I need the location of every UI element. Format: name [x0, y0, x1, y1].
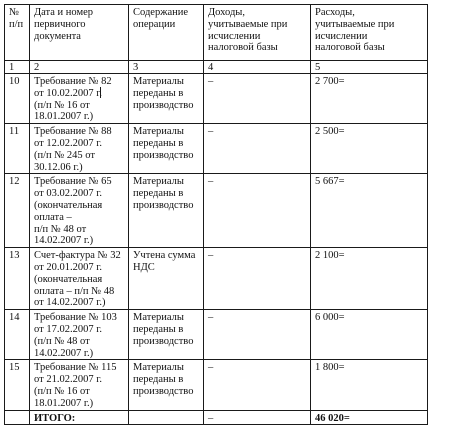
column-number: 2 — [30, 61, 129, 74]
cell-border-artifact — [30, 87, 102, 98]
operation-text: переданы в — [133, 374, 184, 386]
header-text: первичного — [34, 18, 86, 30]
column-number: 1 — [5, 61, 30, 74]
expense-cell: 5 667= — [311, 174, 428, 248]
total-income: – — [204, 410, 311, 424]
row-number: 11 — [5, 124, 30, 174]
header-text: налоговой базы — [315, 42, 385, 54]
document-text: Требование № 103 — [34, 312, 117, 324]
operation-cell — [129, 360, 204, 410]
header-cell-operation — [129, 5, 204, 61]
header-cell-income — [204, 5, 311, 61]
document-cell — [30, 310, 129, 360]
operation-text: переданы в — [133, 323, 184, 335]
header-text: Расходы, — [315, 7, 355, 18]
document-text: от 20.01.2007 г. — [34, 261, 102, 273]
document-text: п/п № 48 от — [34, 223, 87, 235]
document-text: Требование № 115 — [34, 362, 117, 374]
income-cell: – — [204, 174, 311, 248]
document-text: Требование № 65 — [34, 176, 112, 188]
operation-text: переданы в — [133, 87, 184, 99]
ledger-table — [4, 4, 428, 425]
table-row — [5, 310, 428, 360]
operation-text: Материалы — [133, 362, 184, 374]
document-text: (окончательная — [34, 273, 103, 285]
header-cell-number — [5, 5, 30, 61]
expense-cell: 6 000= — [311, 310, 428, 360]
header-text: Содержание — [133, 7, 189, 18]
total-row — [5, 410, 428, 424]
operation-text: производство — [133, 99, 194, 111]
expense-cell: 2 700= — [311, 74, 428, 124]
income-cell: – — [204, 248, 311, 310]
operation-cell — [129, 174, 204, 248]
document-text: Требование № 88 — [34, 126, 112, 138]
document-cell — [30, 248, 129, 310]
operation-text: переданы в — [133, 188, 184, 200]
table-row — [5, 360, 428, 410]
income-cell: – — [204, 124, 311, 174]
column-number: 4 — [204, 61, 311, 74]
document-text: от 03.02.2007 г. — [34, 188, 102, 200]
document-cell — [30, 74, 129, 124]
document-text: оплата – п/п № 48 — [34, 285, 115, 297]
operation-text: производство — [133, 335, 194, 347]
operation-cell — [129, 310, 204, 360]
document-text: от 21.02.2007 г. — [34, 374, 102, 386]
document-cell — [30, 174, 129, 248]
column-number-row — [5, 61, 428, 74]
income-cell: – — [204, 310, 311, 360]
operation-cell — [129, 124, 204, 174]
row-number: 15 — [5, 360, 30, 410]
header-text: № — [9, 7, 20, 18]
document-text: Требование № 82 — [34, 76, 112, 87]
operation-text: производство — [133, 149, 194, 161]
header-text: п/п — [9, 18, 24, 30]
table-row — [5, 124, 428, 174]
income-cell: – — [204, 360, 311, 410]
header-text: учитываемые при — [315, 18, 395, 30]
document-cell — [30, 124, 129, 174]
header-text: Дата и номер — [34, 7, 94, 18]
row-number: 14 — [5, 310, 30, 360]
operation-text: Материалы — [133, 312, 184, 324]
document-text: от 17.02.2007 г. — [34, 323, 102, 335]
document-text: Счет-фактура № 32 — [34, 250, 121, 262]
document-text: 18.01.2007 г.) — [34, 397, 94, 409]
table-row — [5, 174, 428, 248]
operation-text: переданы в — [133, 137, 184, 149]
expense-cell: 2 100= — [311, 248, 428, 310]
header-row — [5, 5, 428, 61]
operation-text: НДС — [133, 261, 155, 273]
column-number: 5 — [311, 61, 428, 74]
document-text: 30.12.06 г.) — [34, 161, 83, 173]
operation-text: Учтена сумма — [133, 250, 196, 262]
expense-cell: 1 800= — [311, 360, 428, 410]
table-row — [5, 74, 428, 124]
operation-text: Материалы — [133, 76, 184, 87]
header-text: операции — [133, 18, 176, 30]
document-text: от 14.02.2007 г.) — [34, 297, 106, 309]
operation-text: Материалы — [133, 126, 184, 138]
document-text: оплата – — [34, 211, 72, 223]
expense-cell: 2 500= — [311, 124, 428, 174]
row-number: 10 — [5, 74, 30, 124]
header-text: учитываемые при — [208, 18, 288, 30]
document-text: (п/п № 16 от — [34, 385, 90, 397]
header-text: документа — [34, 30, 81, 42]
document-text: (п/п № 245 от — [34, 149, 95, 161]
total-label: ИТОГО: — [30, 410, 129, 424]
header-text: исчислении — [315, 30, 368, 42]
operation-text: производство — [133, 385, 194, 397]
row-number: 13 — [5, 248, 30, 310]
operation-text: Материалы — [133, 176, 184, 188]
row-number: 12 — [5, 174, 30, 248]
total-expense: 46 020= — [311, 410, 428, 424]
operation-text: производство — [133, 199, 194, 211]
document-text: (п/п № 16 от — [34, 99, 90, 111]
document-text: 18.01.2007 г.) — [34, 111, 94, 123]
document-text: 14.02.2007 г.) — [34, 347, 94, 359]
operation-cell — [129, 74, 204, 124]
header-text: исчислении — [208, 30, 261, 42]
header-cell-document — [30, 5, 129, 61]
header-cell-expense — [311, 5, 428, 61]
header-text: налоговой базы — [208, 42, 278, 54]
document-text: от 10.02.2007 г. — [34, 87, 102, 99]
document-text: (п/п № 48 от — [34, 335, 90, 347]
document-cell — [30, 360, 129, 410]
operation-cell — [129, 248, 204, 310]
total-operation-cell — [129, 410, 204, 424]
total-number-cell — [5, 410, 30, 424]
header-text: Доходы, — [208, 7, 245, 18]
column-number: 3 — [129, 61, 204, 74]
document-text: (окончательная — [34, 199, 103, 211]
document-text: 14.02.2007 г.) — [34, 235, 94, 247]
income-cell: – — [204, 74, 311, 124]
table-row — [5, 248, 428, 310]
document-text: от 12.02.2007 г. — [34, 137, 102, 149]
